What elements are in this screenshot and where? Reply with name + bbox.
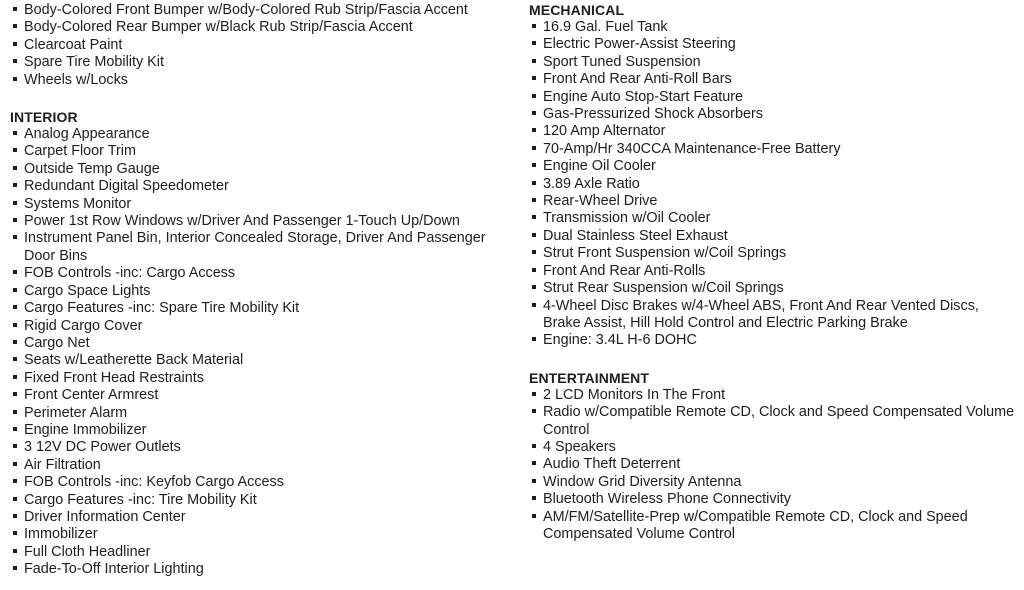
- list-item: Engine Immobilizer: [10, 422, 515, 439]
- list-item: Cargo Features -inc: Spare Tire Mobility Kit: [10, 300, 515, 317]
- entertainment-heading: ENTERTAINMENT: [529, 369, 650, 386]
- list-item: Cargo Features -inc: Tire Mobility Kit: [10, 492, 515, 509]
- list-item: Front Center Armrest: [10, 387, 515, 404]
- list-item: 70-Amp/Hr 340CCA Maintenance-Free Battery: [529, 141, 1019, 158]
- list-item: Strut Rear Suspension w/Coil Springs: [529, 280, 1019, 297]
- list-item: Transmission w/Oil Cooler: [529, 210, 1019, 227]
- list-item: Perimeter Alarm: [10, 405, 515, 422]
- list-item: Driver Information Center: [10, 509, 515, 526]
- list-item: Audio Theft Deterrent: [529, 456, 1019, 473]
- list-item: Instrument Panel Bin, Interior Concealed Storage, Driver And Passenger Door Bins: [10, 230, 515, 265]
- list-item: Electric Power-Assist Steering: [529, 36, 1019, 53]
- list-item: Fade-To-Off Interior Lighting: [10, 561, 515, 578]
- list-item: Analog Appearance: [10, 126, 515, 143]
- list-item: 120 Amp Alternator: [529, 123, 1019, 140]
- list-item: Strut Front Suspension w/Coil Springs: [529, 245, 1019, 262]
- interior-heading: INTERIOR: [10, 109, 78, 126]
- list-item: Front And Rear Anti-Roll Bars: [529, 71, 1019, 88]
- list-item: Systems Monitor: [10, 196, 515, 213]
- list-item: Engine: 3.4L H-6 DOHC: [529, 332, 1019, 349]
- list-item: Body-Colored Front Bumper w/Body-Colored Rub Strip/Fascia Accent: [10, 2, 515, 19]
- list-item: Wheels w/Locks: [10, 72, 515, 89]
- list-item: Cargo Net: [10, 335, 515, 352]
- list-item: FOB Controls -inc: Keyfob Cargo Access: [10, 474, 515, 491]
- list-item: Cargo Space Lights: [10, 283, 515, 300]
- list-item: 3 12V DC Power Outlets: [10, 439, 515, 456]
- list-item: Window Grid Diversity Antenna: [529, 474, 1019, 491]
- entertainment-list: [529, 387, 1019, 544]
- list-item: Front And Rear Anti-Rolls: [529, 263, 1019, 280]
- list-item: Spare Tire Mobility Kit: [10, 54, 515, 71]
- left-column: [10, 2, 515, 579]
- list-item: Power 1st Row Windows w/Driver And Passenger 1-Touch Up/Down: [10, 213, 515, 230]
- list-item: Immobilizer: [10, 526, 515, 543]
- mechanical-list: [529, 19, 1019, 350]
- list-item: 3.89 Axle Ratio: [529, 176, 1019, 193]
- list-item: Engine Auto Stop-Start Feature: [529, 89, 1019, 106]
- list-item: FOB Controls -inc: Cargo Access: [10, 265, 515, 282]
- list-item: 4-Wheel Disc Brakes w/4-Wheel ABS, Front And Rear Vented Discs, Brake Assist, Hill Hold Control and Electric Parking Brake: [529, 298, 1019, 333]
- list-item: Rigid Cargo Cover: [10, 318, 515, 335]
- list-item: 2 LCD Monitors In The Front: [529, 387, 1019, 404]
- list-item: Rear-Wheel Drive: [529, 193, 1019, 210]
- list-item: Bluetooth Wireless Phone Connectivity: [529, 491, 1019, 508]
- list-item: Air Filtration: [10, 457, 515, 474]
- list-item: Body-Colored Rear Bumper w/Black Rub Strip/Fascia Accent: [10, 19, 515, 36]
- list-item: Seats w/Leatherette Back Material: [10, 352, 515, 369]
- list-item: AM/FM/Satellite-Prep w/Compatible Remote CD, Clock and Speed Compensated Volume Control: [529, 509, 1019, 544]
- list-item: Sport Tuned Suspension: [529, 54, 1019, 71]
- list-item: Radio w/Compatible Remote CD, Clock and Speed Compensated Volume Control: [529, 404, 1019, 439]
- list-item: Clearcoat Paint: [10, 37, 515, 54]
- interior-list: [10, 126, 515, 579]
- exterior-list: [10, 2, 515, 89]
- list-item: Redundant Digital Speedometer: [10, 178, 515, 195]
- list-item: Engine Oil Cooler: [529, 158, 1019, 175]
- right-column: [529, 2, 1019, 543]
- list-item: 4 Speakers: [529, 439, 1019, 456]
- list-item: Dual Stainless Steel Exhaust: [529, 228, 1019, 245]
- mechanical-heading: MECHANICAL: [529, 2, 625, 18]
- list-item: 16.9 Gal. Fuel Tank: [529, 19, 1019, 36]
- list-item: Gas-Pressurized Shock Absorbers: [529, 106, 1019, 123]
- list-item: Outside Temp Gauge: [10, 161, 515, 178]
- list-item: Fixed Front Head Restraints: [10, 370, 515, 387]
- list-item: Full Cloth Headliner: [10, 544, 515, 561]
- list-item: Carpet Floor Trim: [10, 143, 515, 160]
